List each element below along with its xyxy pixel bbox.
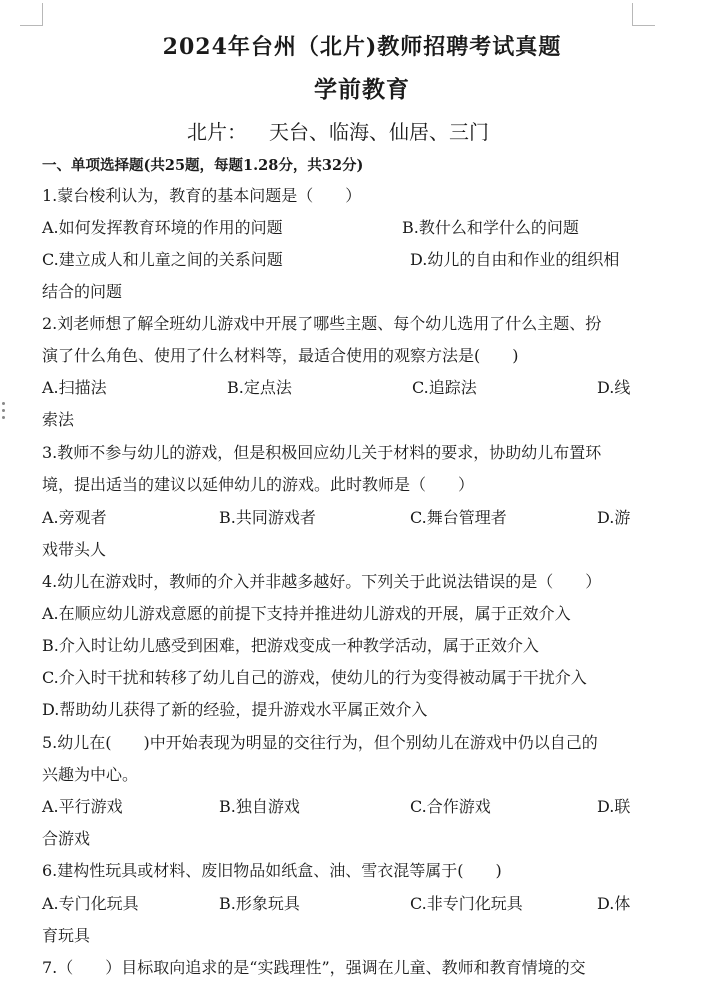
question-6-option-a: A.专门化玩具 xyxy=(42,894,139,913)
question-2-stem-line-2: 演了什么角色、使用了什么材料等，最适合使用的观察方法是( ) xyxy=(42,346,519,365)
question-3-option-b: B.共同游戏者 xyxy=(219,508,316,527)
document-title: 2024年台州（北片)教师招聘考试真题 xyxy=(162,34,562,60)
region-line xyxy=(0,116,676,145)
question-4-option-b: B.介入时让幼儿感受到困难，把游戏变成一种教学活动，属于正效介入 xyxy=(42,636,539,655)
question-6-stem: 6.建构性玩具或材料、废旧物品如纸盒、油、雪衣混等属于( ) xyxy=(42,861,502,880)
question-3-stem-line-1: 3.教师不参与幼儿的游戏，但是积极回应幼儿关于材料的要求，协助幼儿布置环 xyxy=(42,443,602,462)
question-1-option-b: B.教什么和学什么的问题 xyxy=(402,218,579,237)
question-6-option-c: C.非专门化玩具 xyxy=(410,894,523,913)
question-4-option-a: A.在顺应幼儿游戏意愿的前提下支持并推进幼儿游戏的开展，属于正效介入 xyxy=(42,604,571,623)
question-3-stem-line-2: 境，提出适当的建议以延伸幼儿的游戏。此时教师是（ ） xyxy=(42,475,475,494)
document-subtitle: 学前教育 xyxy=(314,76,410,103)
question-2-continuation: 索法 xyxy=(42,410,75,429)
question-5-option-c: C.合作游戏 xyxy=(410,797,491,816)
question-5-continuation: 合游戏 xyxy=(42,829,91,848)
question-1-continuation: 结合的问题 xyxy=(42,282,123,301)
question-2-stem-line-1: 2.刘老师想了解全班幼儿游戏中开展了哪些主题、每个幼儿选用了什么主题、扮 xyxy=(42,314,602,333)
question-3-option-a: A.旁观者 xyxy=(42,508,107,527)
question-5-option-b: B.独自游戏 xyxy=(219,797,300,816)
question-1-option-a: A.如何发挥教育环境的作用的问题 xyxy=(42,218,283,237)
question-4-option-c: C.介入时干扰和转移了幼儿自己的游戏，使幼儿的行为变得被动属于干扰介入 xyxy=(42,668,587,687)
question-5-option-a: A.平行游戏 xyxy=(42,797,123,816)
question-2-option-d: D.线 xyxy=(597,378,631,397)
section-heading: 一、单项选择题(共25题，每题1.28分，共32分) xyxy=(42,157,364,174)
question-2-option-a: A.扫描法 xyxy=(42,378,107,397)
region-places: 天台、临海、仙居、三门 xyxy=(269,120,489,144)
page-corner-mark-left xyxy=(20,3,43,26)
question-7-stem: 7.（ ）目标取向追求的是“实践理性”，强调在儿童、教师和教育情境的交 xyxy=(42,958,586,977)
question-4-option-d: D.帮助幼儿获得了新的经验，提升游戏水平属正效介入 xyxy=(42,700,428,719)
question-4-stem: 4.幼儿在游戏时，教师的介入并非越多越好。下列关于此说法错误的是（ ） xyxy=(42,572,602,591)
question-6-continuation: 育玩具 xyxy=(42,926,91,945)
question-5-stem-line-1: 5.幼儿在( )中开始表现为明显的交往行为，但个别幼儿在游戏中仍以自己的 xyxy=(42,733,598,752)
question-6-option-d: D.体 xyxy=(597,894,631,913)
question-6-option-b: B.形象玩具 xyxy=(219,894,300,913)
region-label: 北片： xyxy=(187,120,247,144)
question-3-continuation: 戏带头人 xyxy=(42,540,107,559)
question-5-stem-line-2: 兴趣为中心。 xyxy=(42,765,139,784)
page-corner-mark-right xyxy=(632,3,655,26)
question-3-option-c: C.舞台管理者 xyxy=(410,508,507,527)
question-1-option-c: C.建立成人和儿童之间的关系问题 xyxy=(42,250,283,269)
question-2-option-c: C.追踪法 xyxy=(412,378,477,397)
question-3-option-d: D.游 xyxy=(597,508,631,527)
question-1-option-d: D.幼儿的自由和作业的组织相 xyxy=(410,250,620,269)
drag-handle-icon[interactable] xyxy=(2,402,6,423)
question-1-stem: 1.蒙台梭利认为，教育的基本问题是（ ） xyxy=(42,186,362,205)
question-5-option-d: D.联 xyxy=(597,797,631,816)
question-2-option-b: B.定点法 xyxy=(227,378,292,397)
